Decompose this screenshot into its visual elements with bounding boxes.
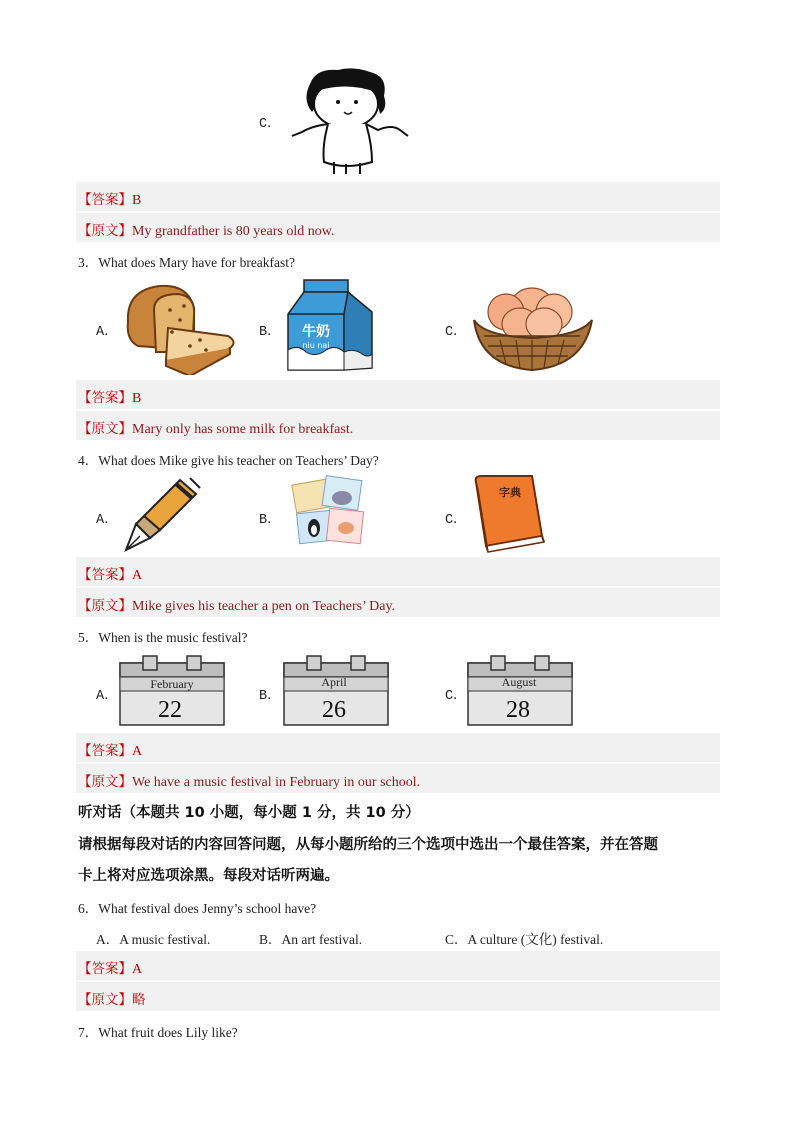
pen-icon	[120, 474, 204, 554]
answer-bar	[76, 557, 720, 586]
answer-bar	[76, 182, 720, 211]
calendar-month: August	[501, 675, 537, 689]
calendar-february-icon	[119, 655, 225, 727]
option-b: B．An art festival.	[259, 932, 363, 947]
cards-icon	[288, 474, 368, 552]
milk-pinyin-label: niu nai	[302, 341, 330, 350]
original-line: 【原文】略	[78, 992, 146, 1008]
option-c-label: C．	[445, 689, 467, 704]
section-instruction-line-1: 请根据每段对话的内容回答问题，从每小题所给的三个选项中选出一个最佳答案，并在答题	[78, 837, 658, 853]
section-instruction-line-2: 卡上将对应选项涂黑。每段对话听两遍。	[78, 868, 339, 884]
option-a-label: A．	[96, 325, 118, 340]
question-4: 4．What does Mike give his teacher on Teachers’ Day?	[78, 453, 379, 468]
option-c: C．A culture (文化) festival.	[445, 932, 604, 947]
old-woman-illustration	[288, 66, 418, 176]
answer-line: 【答案】A	[78, 961, 143, 977]
answer-line: 【答案】A	[78, 743, 143, 759]
original-line: 【原文】We have a music festival in February in our school.	[78, 774, 421, 790]
option-a-label: A．	[96, 513, 118, 528]
bread-icon	[120, 280, 240, 375]
question-5: 5．When is the music festival?	[78, 630, 248, 645]
answer-line: 【答案】B	[78, 192, 142, 208]
answer-line: 【答案】A	[78, 567, 143, 583]
answer-bar	[76, 380, 720, 409]
answer-bar	[76, 733, 720, 762]
calendar-day: 26	[322, 697, 346, 723]
option-b-label: B．	[259, 513, 281, 528]
calendar-august-icon	[467, 655, 573, 727]
section-title: 听对话（本题共 10 小题，每小题 1 分，共 10 分）	[78, 805, 420, 821]
original-bar	[76, 982, 720, 1011]
question-3: 3．What does Mary have for breakfast?	[78, 255, 296, 270]
question-7: 7．What fruit does Lily like?	[78, 1025, 238, 1040]
egg-basket-icon	[470, 280, 596, 375]
original-line: 【原文】Mary only has some milk for breakfast.	[78, 421, 354, 437]
milk-carton-icon	[284, 278, 376, 374]
calendar-day: 22	[158, 697, 182, 723]
option-c-label: C．	[259, 117, 281, 132]
calendar-april-icon	[283, 655, 389, 727]
option-b-label: B．	[259, 689, 281, 704]
original-line: 【原文】Mike gives his teacher a pen on Teachers’ Day.	[78, 598, 396, 614]
calendar-month: February	[150, 677, 194, 691]
answer-bar	[76, 951, 720, 980]
answer-line: 【答案】B	[78, 390, 142, 406]
calendar-day: 28	[506, 697, 530, 723]
option-a: A．A music festival.	[96, 932, 211, 947]
milk-chinese-label: 牛奶	[302, 324, 330, 340]
option-c-label: C．	[445, 513, 467, 528]
dictionary-label: 字典	[499, 486, 521, 499]
question-6: 6．What festival does Jenny’s school have?	[78, 901, 317, 916]
calendar-month: April	[321, 675, 347, 689]
dictionary-icon	[470, 474, 548, 554]
option-c-label: C．	[445, 325, 467, 340]
option-a-label: A．	[96, 689, 118, 704]
original-line: 【原文】My grandfather is 80 years old now.	[78, 223, 335, 239]
option-b-label: B．	[259, 325, 281, 340]
